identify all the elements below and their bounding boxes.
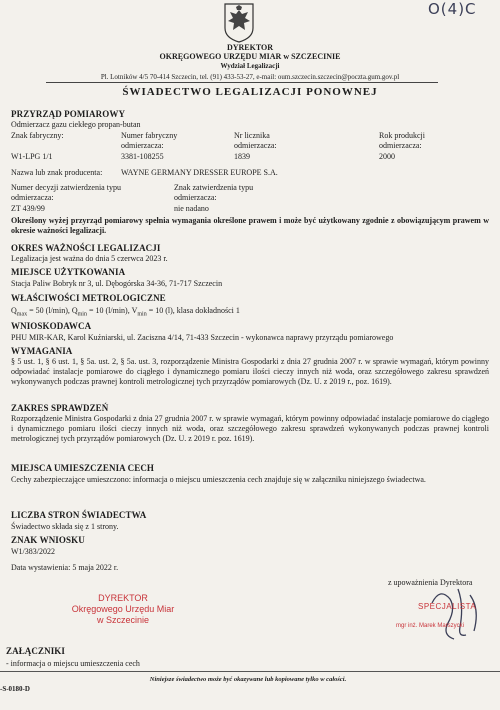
attachment-item: - informacja o miejscu umieszczenia cech [6, 659, 140, 668]
manufacturer-label: Nazwa lub znak producenta: [11, 168, 103, 177]
approval-label: Znak zatwierdzenia typu [174, 183, 254, 192]
device-section-heading: PRZYRZĄD POMIAROWY [11, 109, 126, 119]
signature-role: SPECJALISTA [418, 602, 477, 611]
manufacturer-value: WAYNE GERMANY DRESSER EUROPE S.A. [121, 168, 278, 177]
signature-on-behalf: z upoważnienia Dyrektora [388, 578, 473, 587]
office-address: Pl. Lotników 4/5 70-414 Szczecin, tel. (91) 433-53-27, e-mail: oum.szczecin.szczecin@poczta.gum.gov.pl [100, 73, 400, 81]
counter-value: 1839 [234, 152, 250, 161]
stamp-line-3: w Szczecinie [96, 615, 150, 625]
handwritten-note: O(4)C [428, 0, 477, 18]
stamp-line-1: DYREKTOR [98, 593, 148, 603]
pages-section-heading: LICZBA STRON ŚWIADECTWA [11, 510, 147, 520]
handwritten-signature-icon [420, 583, 490, 643]
approval-value: nie nadano [174, 204, 209, 213]
marks-section-heading: MIEJSCA UMIESZCZENIA CECH [11, 463, 155, 473]
serial-label-2: odmierzacza: [121, 141, 164, 150]
decision-label: Numer decyzji zatwierdzenia typu [11, 183, 121, 192]
device-description: Odmierzacz gazu ciekłego propan-butan [11, 120, 141, 129]
year-value: 2000 [379, 152, 395, 161]
stamp-line-2: Okręgowego Urzędu Miar [71, 604, 175, 614]
scope-section-heading: ZAKRES SPRAWDZEŃ [11, 403, 109, 413]
location-text: Stacja Paliw Bobryk nr 3, ul. Dębogórska 34-36, 71-717 Szczecin [11, 279, 223, 288]
validity-text: Legalizacja jest ważna do dnia 5 czerwca 2023 r. [11, 254, 168, 263]
director-stamp [38, 593, 208, 626]
signature-name: mgr inż. Marek Marszycki [396, 623, 465, 629]
footer-divider [0, 671, 500, 672]
applicant-text: PHU MIR-KAR, Karol Kuźniarski, ul. Zaciszna 4/14, 71-433 Szczecin - wykonawca naprawy przyrządu pomiarowego [11, 333, 394, 342]
serial-label: Numer fabryczny [121, 131, 178, 140]
header-divider [46, 82, 438, 83]
approval-label-2: odmierzacza: [174, 193, 217, 202]
authority-title: DYREKTOR [226, 43, 274, 52]
location-section-heading: MIEJSCE UŻYTKOWANIA [11, 267, 126, 277]
decision-value: ZT 439/99 [11, 204, 45, 213]
year-label-2: odmierzacza: [379, 141, 422, 150]
application-value: W1/383/2022 [11, 547, 55, 556]
counter-label: Nr licznika [234, 131, 270, 140]
eagle-emblem-icon [219, 2, 259, 44]
type-label: Znak fabryczny: [11, 131, 64, 140]
marks-text: Cechy zabezpieczające umieszczono: informacja o miejscu umieszczenia cech znajduje się w załączniku niniejszego świadectwa. [11, 475, 426, 484]
metrology-values: $Q_{max} = 50$ (l/min), $Q_{min} = 10$ (l/min), $V_{min} = 10$ (l), klasa dokładności 1 [11, 306, 240, 318]
requirements-text: § 5 ust. 1, § 6 ust. 1, § 5a. ust. 2, § 5a. ust. 3, rozporządzenie Ministra Gospodarki z dnia 27 grudnia 2007 r. w sprawie wymagań, którym powinny odpowiadać instalacje pomiarowe do ciągłego i dynamicznego pomiaru ilości cieczy innych niż woda, oraz szczegółowego zakresu sprawdzeń wykonywanych podczas prawnej kontroli metrologicznej tych przyrządów pomiarowych (Dz. U. z 2019 r., poz. 1619). [11, 357, 489, 386]
serial-value: 3381-108255 [121, 152, 164, 161]
validity-section-heading: OKRES WAŻNOŚCI LEGALIZACJI [11, 243, 161, 253]
attachments-section-heading: ZAŁĄCZNIKI [6, 646, 66, 656]
office-name: OKRĘGOWEGO URZĘDU MIAR w SZCZECINIE [159, 52, 341, 61]
decision-label-2: odmierzacza: [11, 193, 54, 202]
document-title: ŚWIADECTWO LEGALIZACJI PONOWNEJ [122, 86, 378, 98]
application-section-heading: ZNAK WNIOSKU [11, 535, 85, 545]
pages-text: Świadectwo składa się z 1 strony. [11, 522, 119, 531]
applicant-section-heading: WNIOSKODAWCA [11, 321, 92, 331]
type-value: W1-LPG 1/1 [11, 152, 53, 161]
metrology-section-heading: WŁAŚCIWOŚCI METROLOGICZNE [11, 293, 166, 303]
requirements-section-heading: WYMAGANIA [11, 346, 73, 356]
conformity-statement: Określony wyżej przyrząd pomiarowy spełnia wymagania określone prawem i może być użytkowany zgodnie z obowiązującym prawem w okresie ważności legalizacji. [11, 216, 489, 235]
year-label: Rok produkcji [379, 131, 425, 140]
department-name: Wydział Legalizacji [220, 62, 280, 70]
counter-label-2: odmierzacza: [234, 141, 277, 150]
footer-note: Niniejsze świadectwo może być okazywane lub kopiowane tylko w całości. [149, 676, 347, 683]
scope-text: Rozporządzenie Ministra Gospodarki z dnia 27 grudnia 2007 r. w sprawie wymagań, którym powinny odpowiadać instalacje pomiarowe do ciągłego i dynamicznego pomiaru ilości cieczy innych niż woda, oraz szczegółowego zakresu sprawdzeń wykonywanych podczas prawnej kontroli metrologicznej tych przyrządów pomiarowych (Dz. U. z 2019 r. poz. 1619). [11, 414, 489, 443]
issue-date: Data wystawienia: 5 maja 2022 r. [11, 563, 119, 572]
document-code: -S-0180-D [0, 685, 30, 693]
